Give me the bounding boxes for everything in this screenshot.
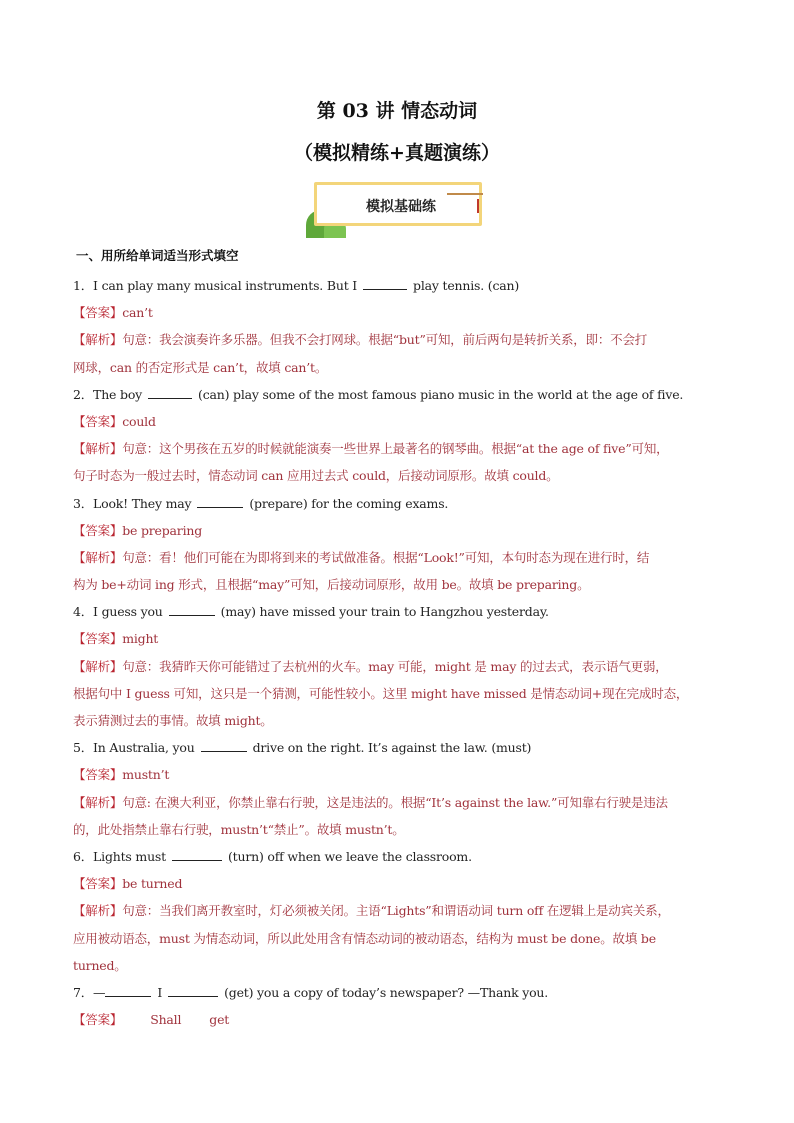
analysis-6-cont: 应用被动语态，must 为情态动词，所以此处用含有情态动词的被动语态，结构为 must be done。故填 be (73, 930, 656, 946)
banner-label: 模拟基础练 (366, 199, 436, 215)
answer-6: 【答案】be turned (73, 876, 183, 892)
question-4: 4．I guess you (may) have missed your train to Hangzhou yesterday. (73, 604, 549, 620)
question-6: 6．Lights must (turn) off when we leave the classroom. (73, 848, 472, 864)
exercise-list (73, 272, 723, 1033)
analysis-4-cont: 根据句中 I guess 可知，这只是一个猜测，可能性较小。这里 might have missed 是情态动词+现在完成时态， (73, 685, 689, 701)
question-5: 5．In Australia, you drive on the right. It’s against the law. (must) (73, 740, 532, 756)
analysis-3-cont: 构为 be+动词 ing 形式，且根据“may”可知，后接动词原形，故用 be。故填 be preparing。 (73, 577, 590, 593)
analysis-6-cont2: turned。 (73, 957, 127, 973)
analysis-5: 【解析】句意: 在澳大利亚，你禁止靠右行驶，这是违法的。根据“It’s against the law.”可知靠右行驶是违法 (73, 794, 668, 810)
analysis-5-cont: 的，此处指禁止靠右行驶，mustn’t“禁止”。故填 mustn’t。 (73, 821, 405, 837)
answer-blank (363, 277, 407, 290)
analysis-2: 【解析】句意：这个男孩在五岁的时候就能演奏一些世界上最著名的钢琴曲。根据“at the age of five”可知， (73, 441, 669, 457)
answer-4: 【答案】might (73, 631, 159, 647)
analysis-4: 【解析】句意：我猜昨天你可能错过了去杭州的火车。may 可能，might 是 may 的过去式，表示语气更弱， (73, 658, 668, 674)
section-banner (306, 182, 486, 238)
answer-blank (197, 495, 243, 508)
section-title: 一、用所给单词适当形式填空 (76, 248, 239, 263)
answer-1: 【答案】can’t (73, 305, 153, 321)
question-7: 7．— I (get) you a copy of today’s newspaper? —Thank you. (73, 984, 549, 1000)
answer-5: 【答案】mustn’t (73, 767, 170, 783)
banner-frame (314, 182, 482, 226)
answer-7: 【答案】 Shall get (73, 1012, 230, 1028)
analysis-4-cont2: 表示猜测过去的事情。故填 might。 (73, 713, 273, 728)
question-1: 1．I can play many musical instruments. But I play tennis. (can) (73, 278, 520, 293)
analysis-2-cont: 句子时态为一般过去时，情态动词 can 应用过去式 could，后接动词原形。故填 could。 (73, 468, 559, 484)
page-subtitle: （模拟精练+真题演练） (294, 142, 500, 164)
question-2: 2．The boy (can) play some of the most famous piano music in the world at the age of five. (73, 386, 684, 402)
answer-2: 【答案】could (73, 413, 156, 429)
answer-blank (172, 848, 222, 861)
page-title: 第 03 讲 情态动词 (316, 100, 478, 122)
answer-blank (168, 984, 218, 997)
question-3: 3．Look! They may (prepare) for the coming exams. (73, 495, 449, 511)
answer-blank (201, 739, 247, 752)
analysis-1: 【解析】句意：我会演奏许多乐器。但我不会打网球。根据“but”可知，前后两句是转折关系，即：不会打 (73, 332, 648, 348)
answer-blank (105, 984, 151, 997)
answer-blank (148, 386, 192, 399)
answer-blank (169, 603, 215, 616)
analysis-3: 【解析】句意：看！他们可能在为即将到来的考试做准备。根据“Look!”可知，本句时态为现在进行时，结 (73, 549, 650, 565)
analysis-1-cont: 网球，can 的否定形式是 can’t，故填 can’t。 (73, 359, 328, 375)
answer-3: 【答案】be preparing (73, 522, 203, 538)
analysis-6: 【解析】句意：当我们离开教室时，灯必须被关闭。主语“Lights”和谓语动词 turn off 在逻辑上是动宾关系， (73, 903, 670, 919)
